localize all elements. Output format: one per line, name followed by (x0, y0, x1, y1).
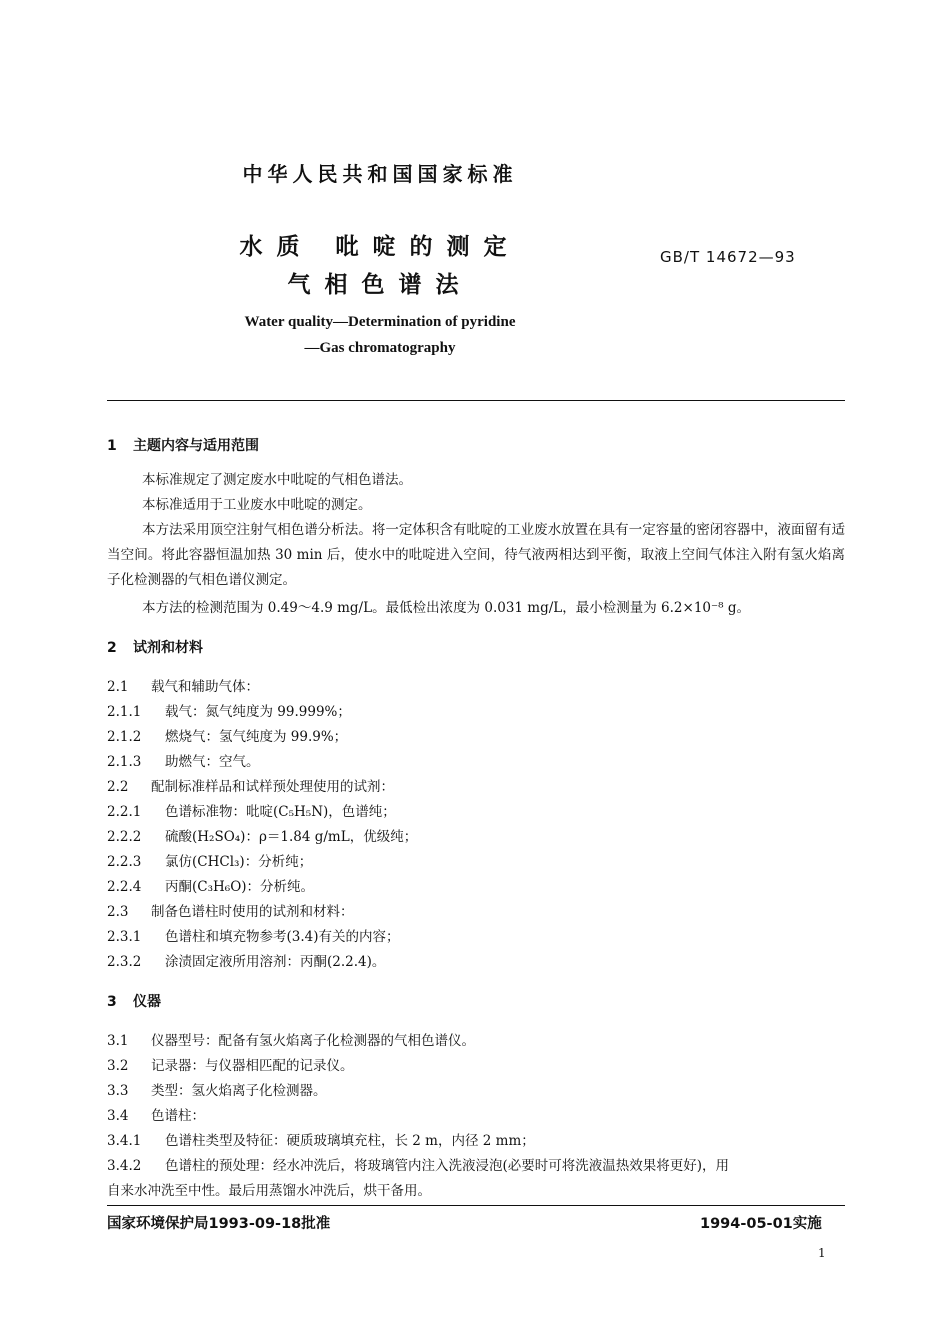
list-item: 2.2 配制标准样品和试样预处理使用的试剂： (107, 779, 394, 795)
section-3-heading (107, 991, 161, 1011)
approval-line: 国家环境保护局1993-09-18批准 (107, 1216, 331, 1232)
standard-code: GB/T 14672—93 (660, 248, 796, 266)
list-item: 3.4.2 色谱柱的预处理：经水冲洗后，将玻璃管内注入洗液浸泡(必要时可将洗液温热效果将更好)，用 (107, 1158, 730, 1174)
section-2-heading (107, 637, 203, 657)
list-item: 2.1.3 助燃气：空气。 (107, 754, 260, 770)
list-item: 2.2.2 硫酸(H₂SO₄)：ρ＝1.84 g/mL，优级纯； (107, 829, 418, 845)
page-number: 1 (818, 1246, 826, 1260)
header-divider (107, 400, 845, 401)
list-item: 2.1 载气和辅助气体： (107, 679, 259, 695)
s1-paragraph-3: 本方法采用顶空注射气相色谱分析法。将一定体积含有吡啶的工业废水放置在具有一定容量的密闭容器中，液面留有适当空间。将此容器恒温加热 30 min 后，使水中的吡啶进入空间，待气液两相达到平衡，取液上空间气体注入附有氢火焰离子化检测器的气相色谱仪测定。 (107, 522, 845, 588)
list-item: 3.1 仪器型号：配备有氢火焰离子化检测器的气相色谱仪。 (107, 1033, 475, 1049)
list-item: 2.1.1 载气：氮气纯度为 99.999%； (107, 704, 351, 720)
section-title: 仪器 (133, 994, 161, 1010)
section-title: 主题内容与适用范围 (133, 438, 259, 454)
list-item: 2.2.3 氯仿(CHCl₃)：分析纯； (107, 854, 313, 870)
section-number: 3 (107, 994, 117, 1010)
document-title-line1: 水质 吡啶的测定 (239, 234, 521, 260)
footer-divider (107, 1205, 845, 1206)
national-standard-heading: 中华人民共和国国家标准 (242, 162, 518, 186)
effective-date: 1994-05-01实施 (700, 1216, 822, 1232)
list-item: 3.4.1 色谱柱类型及特征：硬质玻璃填充柱，长 2 m，内径 2 mm； (107, 1133, 535, 1149)
list-item: 2.3.2 涂渍固定液所用溶剂：丙酮(2.2.4)。 (107, 954, 386, 970)
s1-paragraph-1: 本标准规定了测定废水中吡啶的气相色谱法。 (142, 472, 412, 488)
english-title-line2: —Gas chromatography (304, 340, 456, 356)
list-item-continuation: 自来水冲洗至中性。最后用蒸馏水冲洗后，烘干备用。 (107, 1183, 431, 1199)
list-item: 2.3 制备色谱柱时使用的试剂和材料： (107, 904, 354, 920)
english-title-line1: Water quality—Determination of pyridine (244, 314, 516, 330)
list-item: 3.4 色谱柱： (107, 1108, 205, 1124)
document-title-line2: 气相色谱法 (287, 272, 473, 298)
section-number: 2 (107, 640, 117, 656)
section-1-heading (107, 435, 259, 455)
section-title: 试剂和材料 (133, 640, 203, 656)
s1-paragraph-4: 本方法的检测范围为 0.49～4.9 mg/L。最低检出浓度为 0.031 mg/L，最小检测量为 6.2×10⁻⁸ g。 (142, 600, 750, 616)
list-item: 2.2.1 色谱标准物：吡啶(C₅H₅N)，色谱纯； (107, 804, 396, 820)
list-item: 2.1.2 燃烧气：氢气纯度为 99.9%； (107, 729, 348, 745)
list-item: 2.2.4 丙酮(C₃H₆O)：分析纯。 (107, 879, 315, 895)
list-item: 3.2 记录器：与仪器相匹配的记录仪。 (107, 1058, 354, 1074)
list-item: 2.3.1 色谱柱和填充物参考(3.4)有关的内容； (107, 929, 400, 945)
section-number: 1 (107, 438, 117, 454)
s1-paragraph-2: 本标准适用于工业废水中吡啶的测定。 (142, 497, 372, 513)
list-item: 3.3 类型：氢火焰离子化检测器。 (107, 1083, 327, 1099)
